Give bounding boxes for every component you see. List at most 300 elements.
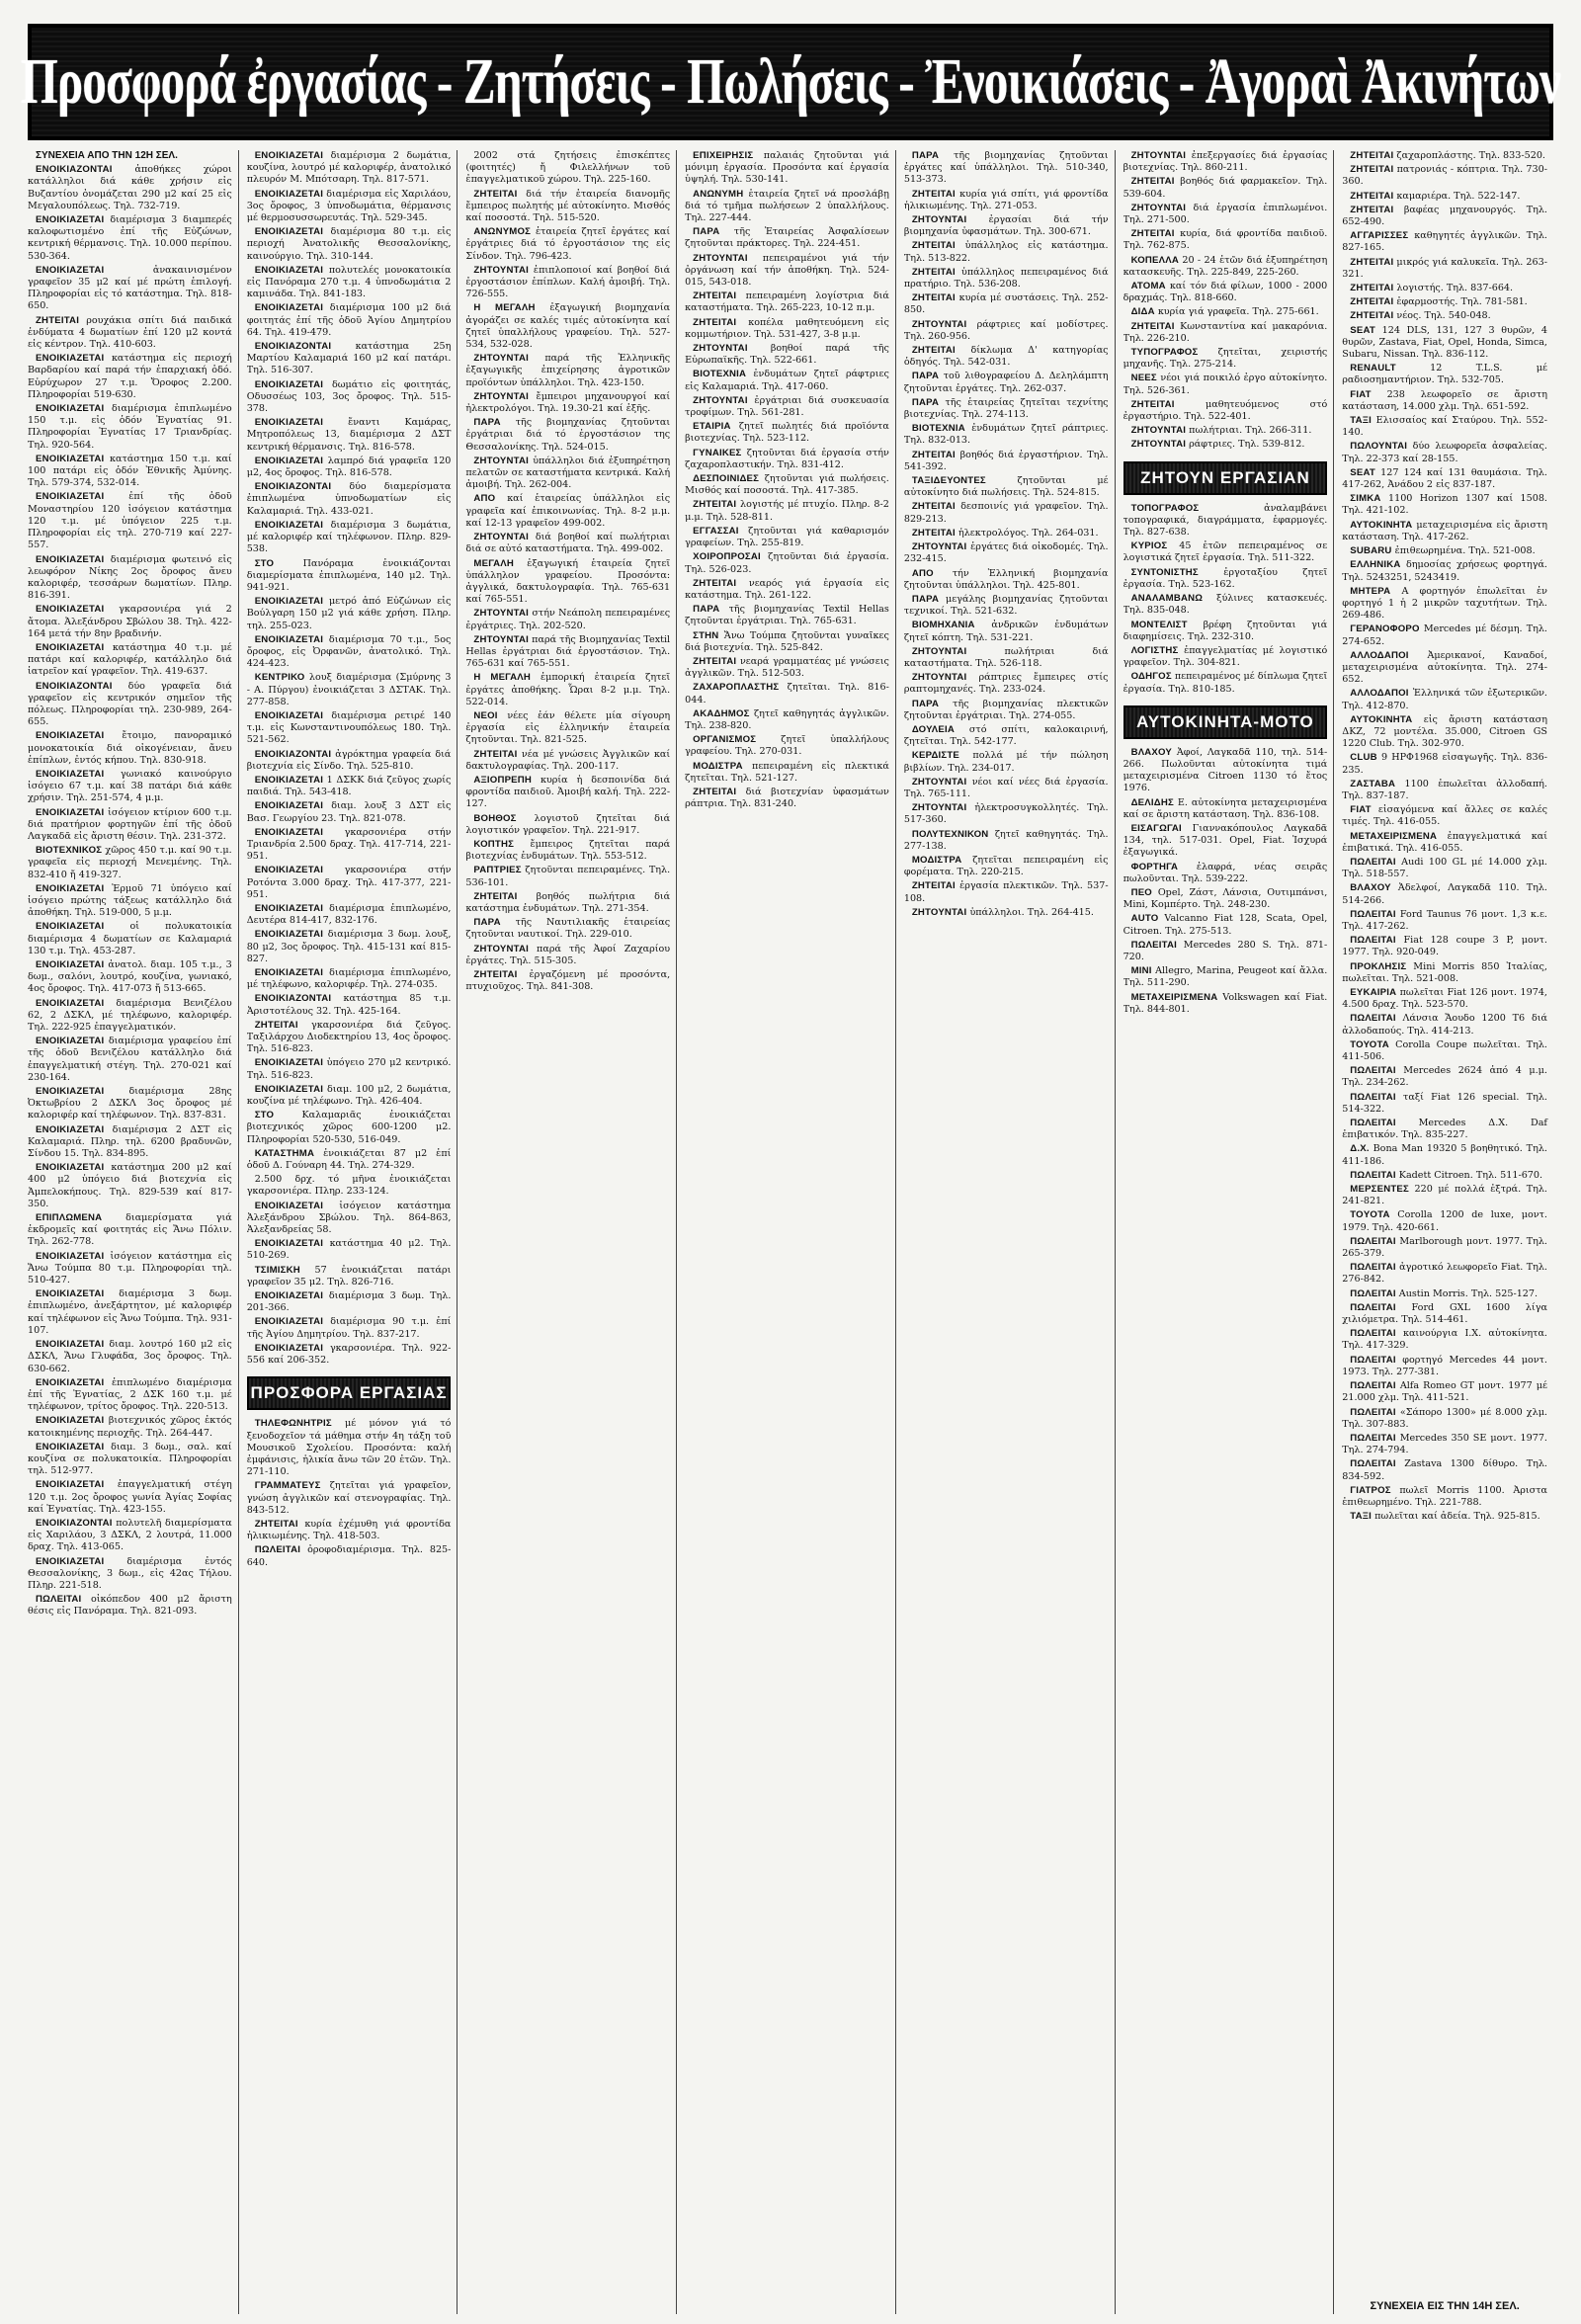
classified-ad [28,1518,232,1554]
ad-lead: SUBARU [1350,545,1392,557]
ad-lead: ΖΗΤΕΙΤΑΙ [254,1019,298,1031]
ad-lead: ΖΗΤΟΥΝΤΑΙ [693,343,748,355]
ad-lead: ΒΛΑΧΟΥ [1350,882,1391,894]
classified-ad [28,1251,232,1287]
ad-text: διαμ. λουξ 3 ΔΣΤ εἰς Βασ. Γεωργίου 23. Τηλ. 821-078. [246,800,452,824]
ad-text: ὑπάλληλοι. Τηλ. 264-415. [969,906,1094,918]
ad-lead: ΠΩΛΕΙΤΑΙ [1350,1354,1396,1366]
ad-text: ἰσόγειον κτίριον 600 τ.μ. διά πρατήριον φορτηγῶν ἐπί τῆς ὁδοῦ Λαγκαδᾶ εἰς ἄριστη θέσιν. Τηλ. 231-372. [28,806,232,842]
ad-text: Κωνσταντίνα καί μακαρόνια. Τηλ. 226-210. [1123,320,1328,344]
ad-lead: ΕΝΟΙΚΙΑΖΕΤΑΙ [36,491,105,503]
ad-text: διαμέρισμα 2 δωμάτια, κουζίνα, λουτρό μέ καλοριφέρ, ἀνατολικό πλευρόν Μ. Μπότσαρη. Τηλ. 817-571. [246,150,452,186]
ad-lead: ΖΗΤΟΥΝΤΑΙ [1130,202,1187,213]
classified-ad [1342,1458,1547,1482]
ad-lead: ΒΙΟΜΗΧΑΝΙΑ [911,620,975,631]
ad-lead: ΕΝΟΙΚΙΑΖΕΤΑΙ [254,633,324,645]
column-7 [1342,150,1553,2314]
classified-ad [1342,1288,1547,1300]
ad-text: ζητοῦνται γιά καθαρισμόν γραφείων. Τηλ. 255-819. [685,525,889,549]
classified-ad [685,317,889,341]
ad-text: κατάστημα 150 τ.μ. καί 100 πατάρι εἰς ὁδόν Ἐθνικῆς Ἀμύνης. Τηλ. 579-374, 532-014. [28,453,232,489]
ad-text: ἐμπορική ἑταιρεία ζητεῖ ἐργάτες ἀποθήκης. Ὧραι 8-2 μ.μ. Τηλ. 522-014. [465,672,671,707]
ad-lead: ΠΩΛΕΙΤΑΙ [254,1544,301,1556]
ad-lead: ΕΝΟΙΚΙΑΖΕΤΑΙ [254,1057,324,1069]
classified-ad [1342,987,1547,1011]
ad-text: ἀναλαμβάνει τοπογραφικά, διαγράμματα, ἐφαρμογές. Τηλ. 827-638. [1123,502,1328,539]
ad-lead: ΕΝΟΙΚΙΑΖΕΤΑΙ [36,1339,105,1351]
ad-text: 20 - 24 ἐτῶν διά ἐξυπηρέτηση κατασκευῆς. Τηλ. 225-849, 225-260. [1123,254,1328,278]
ad-lead: ΖΗΤΕΙΤΑΙ [693,316,737,328]
ad-lead: ΦΟΡΤΗΓΑ [1130,861,1179,872]
classified-ad [28,315,232,352]
classified-ad [1342,1143,1547,1167]
ad-text: Fiat 128 coupe 3 P, μοντ. 1977. Τηλ. 920-049. [1342,935,1547,958]
ad-text: τῆς βιομηχανίας Textil Hellas ζητοῦνται ἐργάτριαι. Τηλ. 765-631. [685,604,889,627]
ad-lead: ΖΗΤΕΙΤΑΙ [1350,164,1394,176]
ad-text: ὑπάλληλος πεπειραμένος διά πρατήριο. Τηλ. 536-208. [903,266,1109,290]
classified-ad [28,681,232,729]
classified-ad [465,775,670,811]
ad-text: 45 ἐτῶν πεπειραμένος σε λογιστικά ζητεῖ ἐργασία. Τηλ. 511-322. [1123,540,1328,564]
ad-text: «Σάπορο 1300» μέ 8.000 χλμ. Τηλ. 307-883. [1342,1406,1547,1430]
classified-ad [685,448,889,471]
classified-ad [28,1415,232,1439]
ad-text: ἀνδρικῶν ἐνδυμάτων ζητεῖ κόπτη. Τηλ. 531-221. [903,620,1109,643]
ad-text: 57 ἐνοικιάζεται πατάρι γραφεῖον 35 μ2. Τηλ. 826-716. [246,1264,452,1287]
ad-text: ὑπάλληλος εἰς κατάστημα. Τηλ. 513-822. [903,240,1109,264]
classified-ad [904,475,1109,499]
classified-ad [1123,965,1328,989]
classified-ad [904,880,1109,904]
column-4 [685,150,896,2314]
classified-ad [247,302,452,339]
classified-ad [1342,586,1547,622]
classified-ad [904,240,1109,264]
ad-lead: ΔΕΣΠΟΙΝΙΔΕΣ [693,473,760,485]
ad-text: βοηθός πωλήτρια διά κατάστημα ἐνδυμάτων. Τηλ. 271-354. [465,890,671,914]
ad-lead: ΕΝΟΙΚΙΑΖΕΤΑΙ [36,768,105,780]
classified-ad [1342,882,1547,906]
ad-text: ἀγρόκτημα γραφεία διά βιοτεχνία εἰς Σίνδο. Τηλ. 525-810. [246,748,452,772]
classified-ad [904,855,1109,878]
ad-text: βοηθός διά φαρμακεῖον. Τηλ. 539-604. [1123,176,1328,200]
ad-text: δωμάτιο εἰς φοιτητάς, Οδυσσέως 103, 3ος ὄροφος. Τηλ. 515-378. [246,378,452,415]
ad-lead: ΤΟΠΟΓΡΑΦΟΣ [1130,502,1200,514]
ad-lead: ΠΩΛΕΙΤΑΙ [1350,1380,1396,1392]
classified-ad [1123,747,1328,795]
ad-text: ἐλαφρά, νέας σειρᾶς πωλοῦνται. Τηλ. 539-222. [1123,861,1328,884]
classified-ad [1342,1118,1547,1141]
classified-ad [28,164,232,212]
classified-ad [247,379,452,416]
ad-text: κυρία γιά σπίτι, γιά φροντίδα ἡλικιωμένης. Τηλ. 271-053. [903,188,1109,211]
ad-lead: ΠΩΛΕΙΤΑΙ [1350,1118,1396,1129]
ad-text: ἐπεξεργασίες διά ἐργασίας βιοτεχνίας. Τηλ. 860-211. [1123,150,1328,174]
classified-ad [685,395,889,419]
ad-text: ἐνδυμάτων ζητεῖ ράφτριες εἰς Καλαμαριά. Τηλ. 417-060. [685,369,889,392]
ad-lead: ΕΝΟΙΚΙΑΖΕΤΑΙ [36,730,105,742]
ad-lead: ΑΚΑΔΗΜΟΣ [693,707,750,719]
classified-ad [1342,205,1547,228]
ad-text: ὑπάλληλοι διά ἐξυπηρέτηση πελατῶν σε καταστήματα κεντρικά. Καλή ἀμοιβή. Τηλ. 262-004. [465,455,671,491]
ad-text: διαμερίσματα γιά ἐκδρομεῖς καί φοιτητάς εἰς Ἄνω Πόλιν. Τηλ. 262-778. [28,1212,232,1248]
ad-lead: ΣΤΟ [254,557,275,569]
classified-ad [685,369,889,392]
classified-ad [1342,441,1547,464]
ad-lead: ΠΩΛΟΥΝΤΑΙ [1350,441,1408,453]
classified-ad [1123,567,1328,591]
ad-text: κατάστημα 40 τ.μ. μέ πατάρι καί καλοριφέρ, κατάλληλο διά ἰατρεῖον καί γραφεῖον. Τηλ. 419-637. [28,641,232,678]
ad-text: ρουχάκια σπίτι διά παιδικά ἐνδύματα 4 δωματίων ἐπί 120 μ2 κοντά εἰς κέντρον. Τηλ. 410-603. [28,314,232,351]
ad-lead: ΕΝΟΙΚΙΑΖΕΤΑΙ [254,1290,324,1302]
ad-text: Ἀφοί, Λαγκαδᾶ 110, τηλ. 514-266. Πωλοῦνται αὐτοκίνητα τιμά μεταχειρισμένα Citroen 1130 τό ἔτος 1976. [1123,746,1328,794]
classified-ad [28,491,232,551]
ad-lead: ΛΟΓΙΣΤΗΣ [1130,644,1179,656]
ad-lead: ΕΝΟΙΚΙΑΖΕΤΑΙ [36,1036,105,1047]
ad-text: ράπτριες ἔμπειρες στίς ραπτομηχανές. Τηλ. 233-024. [903,672,1109,696]
ad-text: 9 ΗΡΦ1968 εἰσαγωγῆς. Τηλ. 836-235. [1342,752,1547,776]
classified-ad [28,454,232,490]
ad-text: βρέφη ζητοῦνται γιά διαφημίσεις. Τηλ. 232-310. [1123,619,1328,642]
ad-lead: ΕΝΟΙΚΙΑΖΟΝΤΑΙ [254,481,332,493]
ad-text: κυρία, διά φροντίδα παιδιοῦ. Τηλ. 762-875. [1123,228,1328,252]
ad-lead: ΠΩΛΕΙΤΑΙ [1350,1301,1396,1313]
classified-ad [28,1086,232,1122]
classified-ad [1123,306,1328,318]
classified-ad [1342,1328,1547,1352]
ad-lead: MINI [1130,965,1152,977]
ad-text: ἔμπειροι μηχανουργοί καί ἠλεκτρολόγοι. Τηλ. 19.30-21 καί ἑξῆς. [465,390,671,415]
classified-ad [1342,257,1547,281]
ad-text: δύο γραφεῖα διά γραφεῖον εἰς κεντρικόν σημεῖον τῆς πόλεως. Πληροφορίαι τηλ. 230-989, 264-655. [28,680,232,728]
ad-lead: ΒΛΑΧΟΥ [1130,746,1173,758]
classified-ad [685,578,889,602]
ad-lead: ΕΝΟΙΚΙΑΖΕΤΑΙ [36,959,105,970]
ad-lead: ΑΥΤΟΚΙΝΗΤΑ [1350,519,1413,531]
ad-lead: ΜΕΤΑΧΕΙΡΙΣΜΕΝΑ [1130,991,1218,1003]
ad-lead: ΠΑΡΑ [911,150,940,161]
ad-text: ἡλεκτρολόγος. Τηλ. 264-031. [957,527,1099,539]
classified-ad [28,845,232,881]
ad-text: γωνιακό καινούργιο ἰσόγειο 67 τ.μ. καί 38 πατάρι διά κάθε χρήσιν. Τηλ. 251-574, 4 μ.μ. [28,768,232,804]
ad-text: ὀροφοδιαμέρισμα. Τηλ. 825-640. [246,1544,452,1568]
classified-ad [904,594,1109,618]
ad-text: Πανόραμα ἐνοικιάζονται διαμερίσματα ἐπιπλωμένα, 140 μ2. Τηλ. 941-921. [246,557,452,593]
classified-ad [1123,645,1328,669]
ad-lead: ΖΗΤΕΙΤΑΙ [693,499,737,511]
ad-text: διαμέρισμα γραφείου ἐπί τῆς ὁδοῦ Βενιζέλου κατάλληλο διά ἐπαγγελματική στέγη. Τηλ. 270-021 καί 230-164. [28,1036,232,1083]
classified-ad [1342,1170,1547,1182]
ad-lead: ΕΠΙΠΛΩΜΕΝΑ [36,1212,103,1224]
ad-text: ράφτριες. Τηλ. 539-812. [1189,439,1305,451]
ad-text: Corolla Coupe πωλεῖται. Τηλ. 411-506. [1342,1038,1547,1063]
ad-text: ἀγροτικό λεωφορεῖο Fiat. Τηλ. 276-842. [1342,1262,1547,1286]
classified-ad [685,761,889,785]
classified-ad [685,551,889,575]
classified-ad [465,226,670,263]
classified-ad [1342,467,1547,491]
ad-lead: ΝΕΟΙ [473,709,498,721]
ad-text: Austin Morris. Τηλ. 525-127. [1398,1287,1539,1299]
ad-text: Kadett Citroen. Τηλ. 511-670. [1398,1169,1543,1181]
ad-text: ἰσόγειον κατάστημα Ἀλεξάνδρου Σβώλου. Τηλ. 864-863, Ἀλεξανδρείας 58. [246,1200,452,1236]
ad-lead: FIAT [1350,804,1372,816]
classified-ad [465,532,670,555]
ad-lead: ΖΗΤΕΙΤΑΙ [473,969,518,980]
classified-ad [904,397,1109,421]
ad-text: Zastava 1300 δίθυρο. Τηλ. 834-592. [1342,1458,1547,1482]
ad-lead: ΕΠΙΧΕΙΡΗΣΙΣ [693,150,754,161]
ad-lead: ΓΕΡΑΝΟΦΟΡΟ [1350,623,1420,635]
ad-text: Mercedes 280 S. Τηλ. 871-720. [1123,939,1328,962]
classified-ad [28,1036,232,1084]
ad-lead: ΕΝΟΙΚΙΑΖΕΤΑΙ [254,774,324,786]
classified-ad [247,1290,452,1314]
ad-text: τῆς βιομηχανίας ζητοῦνται ἐργάτριαι διά τό ἐργοστάσιον της Θεσσαλονίκης. Τηλ. 524-015. [465,417,671,453]
ad-text: κατάστημα 25η Μαρτίου Καλαμαριά 160 μ2 καί πατάρι. Τηλ. 516-307. [246,341,452,376]
ad-text: βοηθοί παρά τῆς Εὐρωπαϊκῆς. Τηλ. 522-661. [685,343,889,367]
ad-lead: ΖΗΤΕΙΤΑΙ [1350,283,1394,294]
classified-ad [28,1479,232,1516]
ad-text: Ἀμερικανοί, Καναδοί, μεταχειρισμένα αὐτοκίνητα. Τηλ. 274-652. [1342,649,1547,686]
ad-lead: ΜΕΓΑΛΗ [473,557,514,569]
ad-text: Α φορτηγόν ἐπωλεῖται ἐν φορτηγό 1 ἡ 2 μικρῶν ταχυτήτων. Τηλ. 269-486. [1342,585,1547,622]
ad-lead: ΠΩΛΕΙΤΑΙ [1350,935,1396,947]
ad-text: πεπειραμένοι γιά τήν ὀργάνωση καί τήν ἀποθήκη. Τηλ. 524-015, 543-018. [685,252,889,289]
ad-lead: ΑΤΟΜΑ [1130,281,1166,292]
ad-text: δίκλωμα Δ' κατηγορίας ὁδηγός. Τηλ. 542-031. [903,345,1109,369]
ad-text: εἰς ἄριστη κατάσταση ΔΚΖ, 72 μοντέλα. 35.000, Citroen GS 1220 Club. Τηλ. 302-970. [1342,713,1547,750]
classified-ad [685,630,889,654]
ad-text: ράφτριες καί μοδίστρες. Τηλ. 260-956. [903,318,1109,342]
classified-ad [904,568,1109,592]
ad-text: κυρία μέ συστάσεις. Τηλ. 252-850. [903,292,1109,316]
ad-lead: ΠΟΛΥΤΕΧΝΙΚΟΝ [911,828,989,840]
classified-ad [1342,1236,1547,1260]
ad-lead: ΜΕΡΣΕΝΤΕΣ [1350,1184,1409,1196]
classified-ad [247,1174,452,1198]
ad-lead: ΕΝΟΙΚΙΑΖΕΤΑΙ [254,1342,324,1354]
classified-ad [685,526,889,549]
classified-ad [904,423,1109,447]
ad-lead: ΖΗΤΕΙΤΑΙ [911,266,956,278]
ad-lead: ΖΗΤΟΥΝΤΑΙ [911,776,967,788]
ad-text: Alfa Romeo GT μοντ. 1977 μέ 21.000 χλμ. Τηλ. 411-521. [1342,1380,1547,1404]
ad-text: διαμ. 3 δωμ., σαλ. καί κουζίνα σε πολυκατοικία. Πληροφορίαι τηλ. 512-977. [28,1441,232,1477]
ad-text: διαμέρισμα ἐπιπλωμένο 150 τ.μ. εἰς ὁδόν Ἐγνατίας 91. Πληροφορίαι Ἐγνατίας 17 Τριανδρίας. Τηλ. 920-564. [28,403,232,451]
ad-lead: ΕΝΟΙΚΙΑΖΕΤΑΙ [36,403,105,415]
classified-ad [28,1124,232,1161]
classified-ad [1123,913,1328,937]
classified-ad [247,634,452,671]
ad-lead: ΟΡΓΑΝΙΣΜΟΣ [693,734,757,746]
classified-ad [904,450,1109,473]
ad-text: κατάστημα 85 τ.μ. Ἀριστοτέλους 32. Τηλ. 425-164. [246,993,452,1017]
ad-text: πωλήτριαι διά καταστήματα. Τηλ. 526-118. [903,645,1109,669]
classified-ad [28,730,232,767]
classified-ad [465,634,670,671]
classified-ad [1342,191,1547,203]
ad-lead: ΖΗΤΕΙΤΑΙ [1350,256,1394,268]
classified-ad [685,290,889,314]
classified-ad [685,787,889,810]
classified-ad [1342,688,1547,711]
ad-text: Mercedes 2624 ἀπό 4 μ.μ. Τηλ. 234-262. [1342,1065,1547,1089]
ad-lead: ΕΙΣΑΓΩΓΑΙ [1130,822,1182,834]
ad-text: ἐργαζόμενη μέ προσόντα, πτυχιοῦχος. Τηλ. 841-308. [465,969,671,993]
ad-text: ἔναντι Καμάρας, Μητροπόλεως 13, διαμέρισμα 2 ΔΣΤ κεντρική θέρμανσις. Τηλ. 816-578. [246,417,452,453]
ad-lead: ΚΥΡΙΟΣ [1130,540,1168,552]
ad-lead: ΕΝΟΙΚΙΑΖΕΤΑΙ [36,1123,105,1135]
column-1 [28,150,239,2314]
ad-text: λουξ διαμέρισμα (Σμύρνης 3 - Α. Πύργου) ἐνοικιάζεται 3 ΔΣΤΑΚ. Τηλ. 277-858. [246,672,452,707]
ad-lead: ΚΟΠΤΗΣ [473,838,515,850]
ad-text: διαμέρισμα Βενιζέλου 62, 2 ΔΣΚΛ, μέ τηλέφωνο, καλοριφέρ. Τηλ. 222-925 ἐπαγγελματικόν. [28,997,232,1034]
ad-lead: ΡΑΠΤΡΙΕΣ [473,865,522,876]
ad-text: εἰσαγόμενα καί ἄλλες σε καλές τιμές. Τηλ. 416-055. [1342,804,1547,828]
ad-text: γκαρσονιέρα στήν Ροτόντα 3.000 δραχ. Τηλ. 417-377, 221-951. [246,865,452,900]
ad-text: μέ μόνον γιά τό ξενοδοχεῖον τά μάθημα στήν 4η τάξη τοῦ Μουσικοῦ Σχολείου. Προσόντα: καλή ἐμφάνισις, ἡλικία ἄνω τῶν 20 ἐτῶν. Τηλ. 271-110. [246,1418,452,1478]
ad-lead: ΕΝΟΙΚΙΑΖΕΤΑΙ [254,519,324,531]
ad-lead: ΠΩΛΕΙΤΑΙ [1130,939,1177,951]
classified-ad [1342,310,1547,322]
ad-text: τῆς βιομηχανίας πλεκτικῶν ζητοῦνται ἐργάτριαι. Τηλ. 274-055. [903,698,1109,721]
ad-text: δύο διαμερίσματα ἐπιπλωμένα ὑπνοδωματίων εἰς Καλαμαριά. Τηλ. 433-021. [246,481,452,517]
ad-text: ζητεῖται γιά γραφεῖον, γνώση ἀγγλικῶν καί στενογραφίας. Τηλ. 843-512. [246,1480,452,1516]
ad-lead: ΖΗΤΕΙΤΑΙ [473,188,518,200]
ad-lead: ΕΝΟΙΚΙΑΖΕΤΑΙ [254,417,324,429]
classified-ad [1342,714,1547,751]
ad-text: Allegro, Marina, Peugeot καί ἄλλα. Τηλ. 511-290. [1123,965,1328,989]
ad-text: διαμέρισμα 100 μ2 διά φοιτητάς ἐπί τῆς ὁδοῦ Ἀγίου Δημητρίου 64. Τηλ. 419-479. [246,302,452,338]
classified-ad [1123,862,1328,885]
ad-text: νέοι γιά ποικιλό ἐργο αὐτοκίνητο. Τηλ. 526-361. [1123,373,1328,396]
ad-lead: ΕΝΟΙΚΙΑΖΕΤΑΙ [36,264,105,276]
ad-lead: ΖΗΤΟΥΝΤΑΙ [473,608,529,620]
classified-ad [904,646,1109,670]
classified-ad [28,604,232,640]
ad-text: παρά τῆς Βιομηχανίας Textil Hellas ἐργάτριαι διά ἐργοστάσιον. Τηλ. 765-631 καί 765-551. [465,633,671,670]
classified-ad [685,421,889,445]
ad-lead: ΚΑΤΑΣΤΗΜΑ [254,1147,315,1159]
ad-text: μετρό ἀπό Εὐζώνων εἰς Βούλγαρη 150 μ2 γιά κάθε χρήση. Πληρ. τηλ. 255-023. [246,596,452,631]
ad-text: ἐπιθεωρημένα. Τηλ. 521-008. [1394,545,1536,557]
ad-lead: ΤΥΠΟΓΡΑΦΟΣ [1130,347,1199,359]
classified-ad [465,710,670,747]
ad-lead: ΒΙΟΤΕΧΝΙΚΟΣ [36,845,103,857]
classified-ad [685,150,889,187]
classified-ad [28,1339,232,1375]
ad-text: λογιστής. Τηλ. 837-664. [1396,283,1514,294]
ad-lead: SEAT [1350,324,1375,336]
ad-text: γκαρσονιέρα. Τηλ. 922-556 καί 206-352. [246,1342,452,1367]
ad-lead: ΕΝΟΙΚΙΑΖΕΤΑΙ [254,902,324,914]
ad-text: ἐπαγγελματική στέγη 120 τ.μ. 2ος ὄροφος γωνία Ἀγίας Σοφίας καί Ἐγνατίας. Τηλ. 423-155. [28,1479,232,1515]
classified-ad [1123,887,1328,911]
ad-text: Ἐρμοῦ 71 ὑπόγειο καί ἰσόγειο πρώτης τάξεως κατάλληλο διά ἀποθήκη. Τηλ. 519-000, 5 μ.μ. [28,882,232,919]
classified-ad [1342,1302,1547,1326]
classified-ad [28,265,232,313]
classified-ad [685,473,889,497]
classified-ad [465,969,670,993]
ad-text: Mercedes Δ.Χ. Daf ἐπιβατικόν. Τηλ. 835-227. [1342,1118,1547,1141]
classified-ad [1342,1065,1547,1089]
ad-lead: ΖΗΤΟΥΝΤΑΙ [473,264,529,276]
ad-lead: ΑΠΟ [911,567,934,579]
ad-text: διαμέρισμα 28ης Ὀκτωβρίου 2 ΔΣΚΛ 3ος ὄροφος μέ καλοριφέρ καί τηλέφωνον. Τηλ. 837-831. [28,1086,232,1121]
ad-lead: ΑΝΑΛΑΜΒΑΝΩ [1130,593,1204,605]
ad-text: Opel, Ζάστ, Λάνσια, Ουτιμπάνσι, Mini, Κομπέρτο. Τηλ. 248-230. [1123,886,1328,911]
ad-lead: ΠΑΡΑ [911,593,940,605]
ad-text: λογιστοῦ ζητεῖται διά λογιστικόν γραφεῖον. Τηλ. 221-917. [465,812,671,836]
classified-ad [1123,150,1328,174]
ad-lead: ΖΗΤΟΥΝΤΑΙ [911,214,967,226]
ad-text: Καλαμαριᾶς ἐνοικιάζεται βιοτεχνικός χῶρος 600-1200 μ2. Πληροφορίαι 520-530, 516-049. [246,1110,452,1145]
ad-lead: ΕΝΟΙΚΙΑΖΕΤΑΙ [36,882,105,894]
ad-text: ζητεῖ ὑπαλλήλους γραφείου. Τηλ. 270-031. [685,734,889,758]
ad-lead: ΖΗΤΟΥΝΤΑΙ [473,455,529,466]
classified-ad [1342,493,1547,517]
ad-text: τήν Ἑλληνική βιομηχανία ζητοῦνται ὑπάλληλοι. Τηλ. 425-801. [903,567,1109,591]
classified-ad [465,391,670,415]
ad-lead: ΠΑΡΑ [473,417,501,429]
classified-ad [904,319,1109,343]
ad-text: πατρονιάς - κόπτρια. Τηλ. 730-360. [1342,164,1547,188]
classified-ad [247,150,452,187]
classified-ad [465,839,670,863]
ad-lead: ΤΑΞΙ [1350,1511,1372,1523]
classified-ad [247,520,452,556]
classified-ad [247,710,452,747]
column-2 [247,150,458,2314]
ad-text: καινούργια I.X. αὐτοκίνητα. Τηλ. 417-329. [1342,1328,1547,1352]
classified-ad [247,1519,452,1542]
ad-lead: ΕΝΟΙΚΙΑΖΕΤΑΙ [254,264,324,276]
classified-ad [247,1201,452,1237]
ad-text: 12 T.L.S. μέ ραδιοσημαντήριον. Τηλ. 532-705. [1342,363,1547,386]
classified-ad [247,903,452,927]
ad-lead: AUTO [1130,913,1159,925]
ad-lead: FIAT [1350,388,1372,400]
classified-ad [28,1377,232,1414]
ad-text: ὑπόγειο 270 μ2 κεντρικό. Τηλ. 516-823. [246,1057,452,1081]
ad-lead: ΕΝΟΙΚΙΑΖΕΤΑΙ [36,553,105,565]
classified-ad [247,993,452,1017]
ad-lead: ΔΟΥΛΕΙΑ [911,723,955,735]
ad-lead: ΤΑΞΙ [1350,415,1372,427]
ad-text: τῆς βιομηχανίας ζητοῦνται ἐργάτες καί ὑπάλληλοι. Τηλ. 510-340, 513-373. [903,150,1109,186]
ad-lead: ΖΗΤΕΙΤΑΙ [911,188,956,200]
classified-ad [247,1316,452,1340]
classified-ad [1342,1433,1547,1456]
ad-text: διαμέρισμα 3 δωμ. λουξ, 80 μ2, 3ος ὄροφος. Τηλ. 415-131 καί 815-827. [246,929,452,964]
classified-ad [1342,650,1547,687]
ad-text: νέες ἐάν θέλετε μία σίγουρη ἐργασία εἰς ἑλληνικήν ἑταιρεία ζητοῦνται. Τηλ. 821-525. [465,709,671,746]
ad-lead: ΠΩΛΕΙΤΑΙ [1350,1458,1396,1470]
classified-ad [1123,540,1328,564]
classified-ad [904,150,1109,187]
ad-text: κυρία ἡ δεσποινίδα διά φροντίδα παιδιοῦ. Ἀμοιβή καλή. Τηλ. 222-127. [465,774,671,810]
ad-text: καί τόν διά φίλων, 1000 - 2000 δραχμάς. Τηλ. 818-660. [1123,281,1328,304]
classified-ad [904,829,1109,853]
classified-ad [247,417,452,454]
ad-lead: ΕΝΟΙΚΙΑΖΟΝΤΑΙ [254,748,332,760]
classified-ad [1342,909,1547,933]
ad-lead: ΕΝΟΙΚΙΑΖΟΝΤΑΙ [36,680,113,692]
ad-lead: ΕΝΟΙΚΙΑΖΟΝΤΑΙ [36,164,113,176]
ad-text: ζητοῦνται διά ἐργασία στήν ζαχαροπλαστικήν. Τηλ. 831-412. [685,447,889,470]
ad-text: διαμέρισμα ἐντός Θεσσαλονίκης, 3 δωμ., εἰς 42ας Τήλου. Πληρ. 221-518. [28,1555,232,1591]
